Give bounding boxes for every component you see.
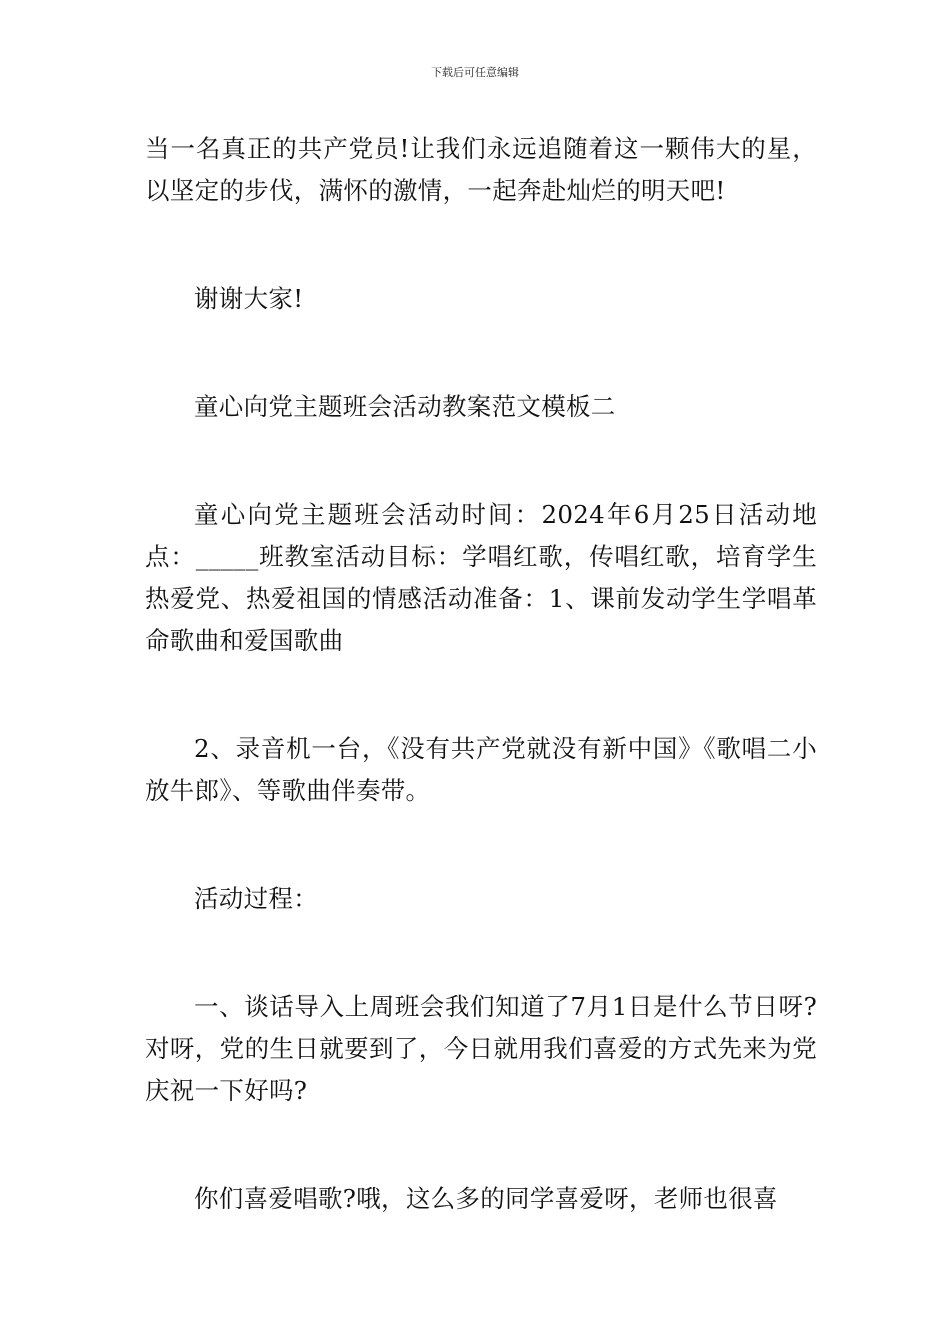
paragraph-introduction: 一、谈话导入上周班会我们知道了7月1日是什么节日呀?对呀，党的生日就要到了，今日就用我们喜爱的方式先来为党庆祝一下好吗?: [145, 992, 817, 1105]
paragraph-materials: 2、录音机一台，《没有共产党就没有新中国》《歌唱二小放牛郎》、等歌曲伴奏带。: [145, 734, 817, 805]
paragraph-closing-call: 当一名真正的共产党员!让我们永远追随着这一颗伟大的星，以坚定的步伐，满怀的激情，一起奔赴灿烂的明天吧!: [145, 134, 817, 205]
paragraph-singing: 你们喜爱唱歌?哦，这么多的同学喜爱呀，老师也很喜: [194, 1184, 778, 1213]
document-body: [145, 128, 817, 1220]
section-title: 童心向党主题班会活动教案范文模板二: [194, 392, 616, 421]
paragraph-activity-info: 童心向党主题班会活动时间：2024年6月25日活动地点：_____班教室活动目标：学唱红歌，传唱红歌，培育学生热爱党、热爱祖国的情感活动准备：1、课前发动学生学唱革命歌曲和爱国歌曲: [145, 500, 817, 655]
paragraph-process-heading: 活动过程：: [194, 884, 318, 913]
page-header: 下载后可任意编辑: [431, 66, 519, 79]
paragraph-thanks: 谢谢大家!: [194, 284, 304, 313]
